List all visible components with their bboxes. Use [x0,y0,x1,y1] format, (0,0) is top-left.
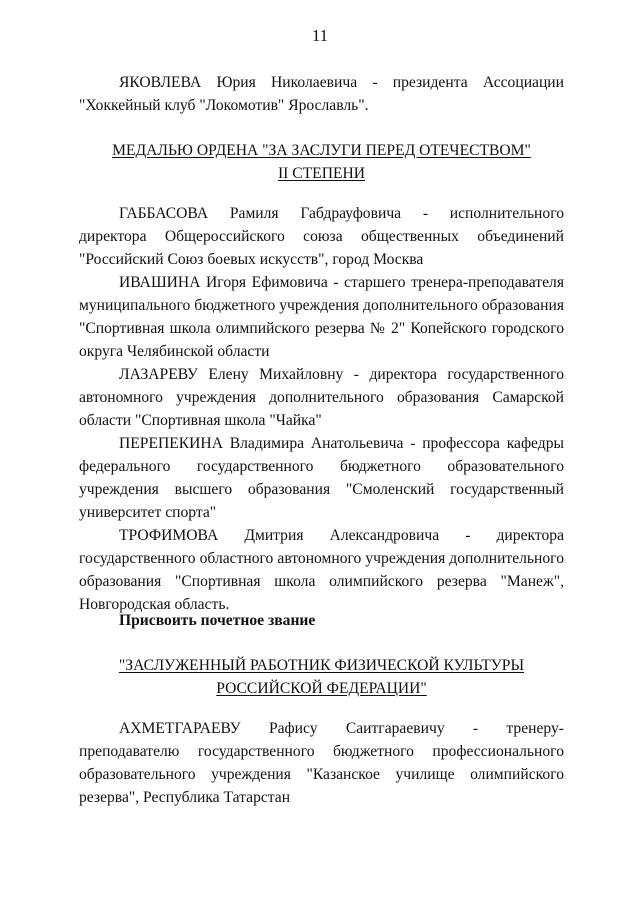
section1-heading-line2: II СТЕПЕНИ [277,165,366,182]
page-number: 11 [311,26,329,45]
assign-title: Присвоить почетное звание [119,612,316,629]
award-entry: ТРОФИМОВА Дмитрия Александровича - директора государственного областного автономного учреждения дополнительного образования "Спортивная школа олимпийского резерва "Манеж", Новгородская область. [79,527,564,613]
intro-block [79,71,564,117]
section1-heading-line1: МЕДАЛЬЮ ОРДЕНА "ЗА ЗАСЛУГИ ПЕРЕД ОТЕЧЕСТВОМ" [112,142,531,159]
section1-entries [79,202,564,616]
award-entry: ЛАЗАРЕВУ Елену Михайловну - директора государственного автономного учреждения дополнительного образования Самарской области "Спортивная школа "Чайка" [79,366,564,429]
section2-heading-line2: РОССИЙСКОЙ ФЕДЕРАЦИИ" [216,680,427,697]
section2-entries [79,717,564,809]
award-entry: ИВАШИНА Игоря Ефимовича - старшего тренера-преподавателя муниципального бюджетного учреждения дополнительного образования "Спортивная школа олимпийского резерва № 2" Копейского городского округа Челябинской области [79,274,564,360]
section2-heading [79,654,564,700]
intro-paragraph: ЯКОВЛЕВА Юрия Николаевича - президента Ассоциации "Хоккейный клуб "Локомотив" Ярославль". [79,74,564,114]
section1-heading [79,139,564,185]
section2-heading-line1: "ЗАСЛУЖЕННЫЙ РАБОТНИК ФИЗИЧЕСКОЙ КУЛЬТУРЫ [118,657,525,674]
award-entry: АХМЕТГАРАЕВУ Рафису Саитгараевичу - тренеру-преподавателю государственного бюджетного профессионального образовательного учреждения "Казанское училище олимпийского резерва", Республика Татарстан [79,720,564,806]
award-entry: ПЕРЕПЕКИНА Владимира Анатольевича - профессора кафедры федерального государственного бюджетного образовательного учреждения высшего образования "Смоленский государственный университет спорта" [79,435,564,521]
award-entry: ГАББАСОВА Рамиля Габдрауфовича - исполнительного директора Общероссийского союза общественных объединений "Российский Союз боевых искусств", город Москва [79,205,564,268]
